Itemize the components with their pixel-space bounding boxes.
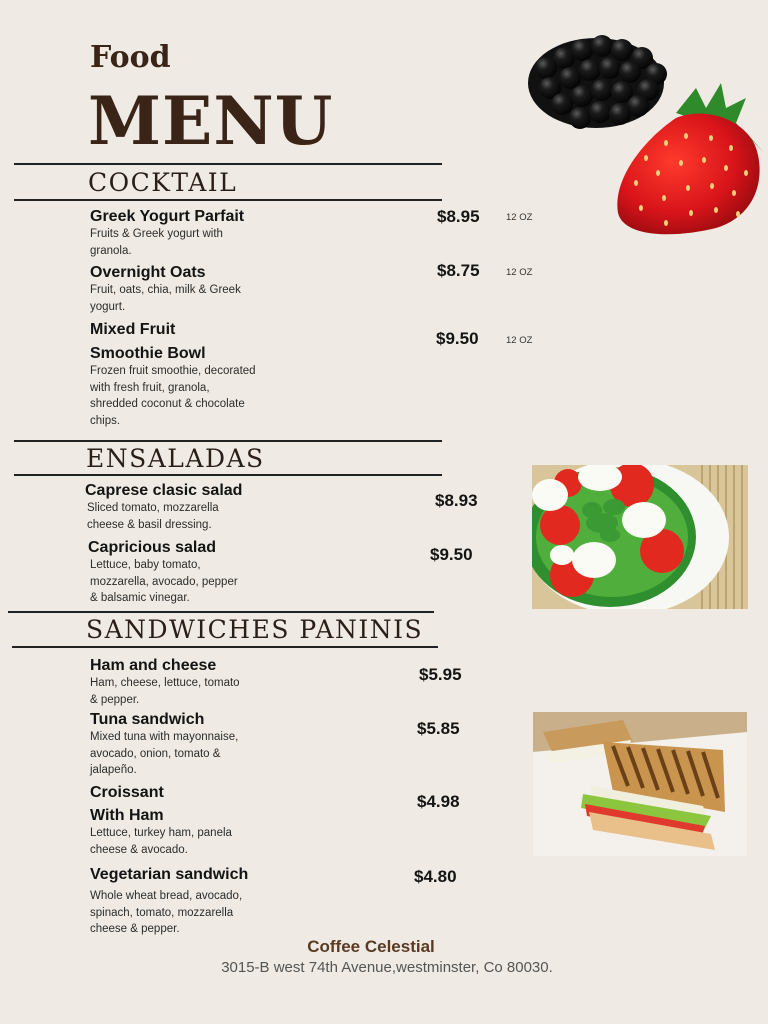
item-description: chips. — [90, 414, 121, 427]
menu-item — [90, 321, 256, 429]
item-price: $8.93 — [435, 491, 478, 510]
item-size: 12 OZ — [506, 267, 533, 278]
item-price: $9.50 — [430, 545, 473, 564]
section-title-cocktail: COCKTAIL — [88, 168, 238, 197]
item-name: Mixed Fruit — [90, 321, 176, 338]
sandwich-image — [533, 712, 747, 856]
divider — [14, 199, 442, 201]
divider — [12, 646, 438, 648]
menu-item — [90, 657, 240, 708]
item-description: yogurt. — [90, 300, 126, 313]
item-name: Vegetarian sandwich — [90, 866, 249, 883]
divider — [14, 474, 442, 476]
fruit-image — [526, 28, 768, 240]
salad-image — [532, 465, 748, 609]
divider — [8, 611, 434, 613]
menu-item — [90, 784, 232, 858]
item-description: cheese & basil dressing. — [87, 518, 212, 531]
item-description: Mixed tuna with mayonnaise, — [90, 731, 239, 743]
menu-item — [90, 264, 241, 315]
item-description: Lettuce, turkey ham, panela — [90, 827, 232, 839]
item-price: $8.95 — [437, 207, 480, 226]
business-address: 3015-B west 74th Avenue,westminster, Co 80030. — [221, 959, 553, 976]
menu-title: MENU — [88, 82, 334, 160]
item-description: Fruit, oats, chia, milk & Greek — [90, 284, 241, 296]
item-description: jalapeño. — [90, 764, 137, 776]
item-name: Overnight Oats — [90, 264, 206, 281]
item-description: spinach, tomato, mozzarella — [90, 906, 234, 919]
item-size: 12 OZ — [506, 212, 533, 223]
item-description: shredded coconut & chocolate — [90, 398, 245, 410]
item-description: with fresh fruit, granola, — [90, 381, 210, 394]
item-price: $5.85 — [417, 719, 460, 738]
item-description: granola. — [90, 244, 132, 257]
item-price: $5.95 — [419, 665, 462, 684]
item-name: Smoothie Bowl — [90, 345, 206, 362]
item-description: avocado, onion, tomato & — [90, 747, 221, 760]
item-name: Croissant — [90, 784, 164, 801]
section-title-sandwiches: SANDWICHES PANINIS — [86, 615, 424, 644]
menu-item — [90, 711, 238, 779]
item-name: Capricious salad — [88, 539, 217, 556]
business-name: Coffee Celestial — [307, 937, 435, 956]
item-name: Tuna sandwich — [90, 711, 205, 728]
item-description: Frozen fruit smoothie, decorated — [90, 365, 256, 377]
item-description: cheese & avocado. — [90, 843, 188, 856]
blackberry-shape — [528, 35, 667, 129]
divider — [14, 163, 442, 165]
item-size: 12 OZ — [506, 335, 533, 346]
menu-item — [88, 539, 238, 607]
section-title-ensaladas: ENSALADAS — [86, 444, 265, 473]
item-price: $4.80 — [414, 867, 457, 886]
item-description: Lettuce, baby tomato, — [90, 559, 201, 571]
item-price: $4.98 — [417, 792, 460, 811]
item-description: Sliced tomato, mozzarella — [87, 502, 219, 514]
menu-item — [90, 208, 244, 259]
item-price: $8.75 — [437, 261, 480, 280]
item-description: & pepper. — [90, 693, 140, 706]
menu-item — [90, 866, 248, 938]
item-description: mozzarella, avocado, pepper — [90, 575, 238, 588]
item-name: With Ham — [90, 807, 164, 824]
item-name: Ham and cheese — [90, 657, 217, 674]
item-description: & balsamic vinegar. — [90, 592, 190, 604]
item-name: Greek Yogurt Parfait — [90, 208, 245, 225]
item-name: Caprese clasic salad — [85, 482, 243, 499]
item-description: cheese & pepper. — [90, 923, 180, 935]
item-description: Ham, cheese, lettuce, tomato — [90, 677, 240, 689]
menu-item — [85, 482, 242, 533]
item-price: $9.50 — [436, 329, 479, 348]
item-description: Fruits & Greek yogurt with — [90, 228, 223, 240]
item-description: Whole wheat bread, avocado, — [90, 890, 243, 902]
food-label: Food — [90, 40, 171, 75]
divider — [14, 440, 442, 442]
